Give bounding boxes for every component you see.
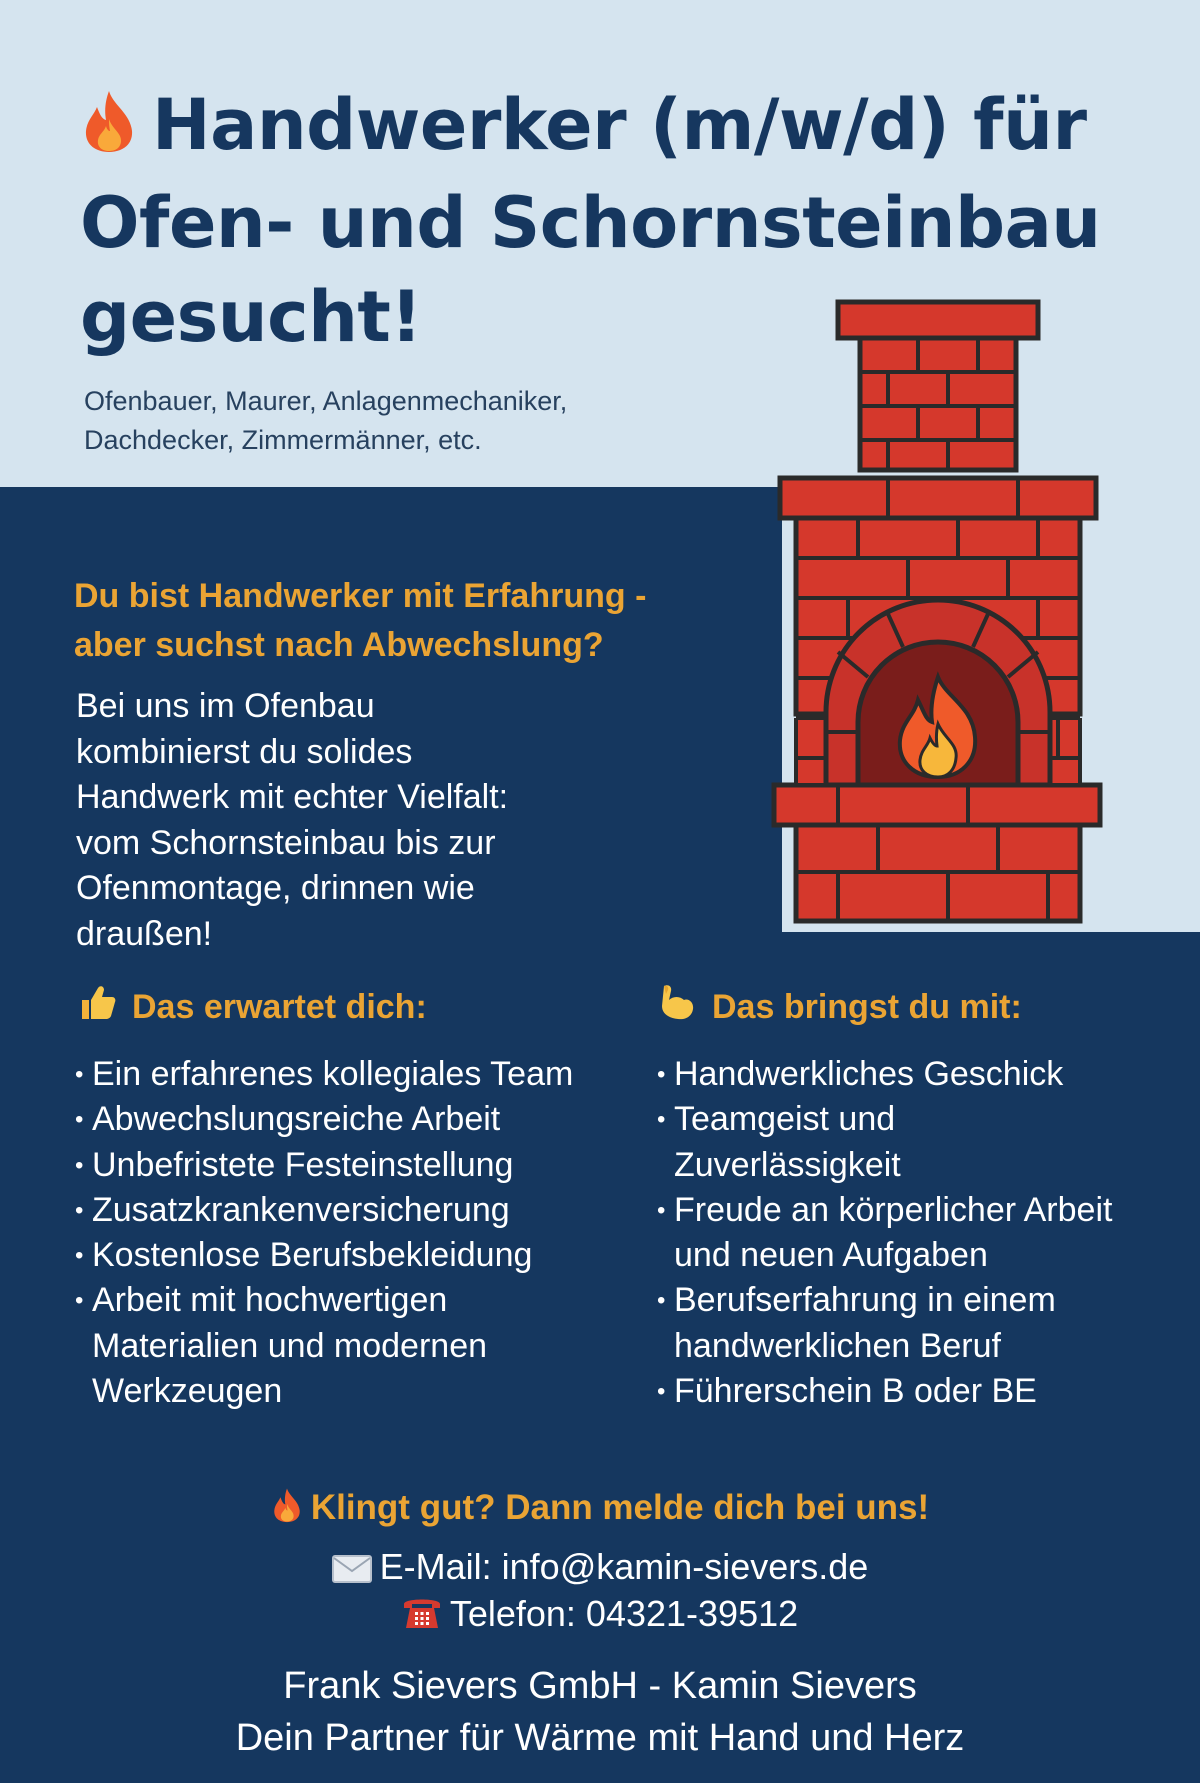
call-to-action xyxy=(0,1486,1200,1534)
trades-subtitle xyxy=(84,382,684,460)
list-item: • Zusatzkrankenversicherung xyxy=(80,1188,640,1233)
list-item: • Handwerkliches Geschick xyxy=(662,1052,1152,1097)
list-item: • Berufserfahrung in einem handwerklichen Beruf xyxy=(662,1278,1144,1369)
phone-line xyxy=(0,1591,1200,1641)
intro-text xyxy=(76,684,616,957)
flexed-biceps-icon xyxy=(658,982,698,1031)
fireplace-chimney-illustration xyxy=(768,292,1108,932)
offer-heading-text: Das erwartet dich: xyxy=(132,987,427,1026)
list-item: • Arbeit mit hochwertigen Materialien und modernen Werkzeugen xyxy=(80,1278,542,1414)
list-item: • Teamgeist und Zuverlässigkeit xyxy=(662,1097,974,1188)
telephone-icon xyxy=(402,1594,442,1641)
list-item: • Kostenlose Berufsbekleidung xyxy=(80,1233,640,1278)
email-text[interactable]: E-Mail: info@kamin-sievers.de xyxy=(379,1546,869,1587)
intro-line: Handwerk mit echter Vielfalt: xyxy=(76,778,509,816)
phone-text[interactable]: Telefon: 04321-39512 xyxy=(449,1593,799,1634)
cta-text: Klingt gut? Dann melde dich bei uns! xyxy=(310,1488,930,1527)
offer-list xyxy=(80,1052,640,1414)
offer-heading xyxy=(78,982,427,1031)
list-item: • Führerschein B oder BE xyxy=(662,1369,1152,1414)
envelope-icon xyxy=(332,1548,372,1594)
intro-line: Ofenmontage, drinnen wie xyxy=(76,869,475,907)
requirements-list xyxy=(662,1052,1152,1414)
question-line: Du bist Handwerker mit Erfahrung - xyxy=(74,577,647,615)
subtitle-line: Dachdecker, Zimmermänner, etc. xyxy=(84,425,482,455)
intro-line: draußen! xyxy=(76,914,213,953)
list-item: • Unbefristete Festeinstellung xyxy=(80,1143,640,1188)
subtitle-line: Ofenbauer, Maurer, Anlagenmechaniker, xyxy=(84,386,568,416)
company-slogan: Dein Partner für Wärme mit Hand und Herz xyxy=(235,1717,965,1759)
list-item: • Abwechslungsreiche Arbeit xyxy=(80,1097,640,1142)
question-heading xyxy=(74,572,774,670)
intro-line: Bei uns im Ofenbau xyxy=(76,687,375,725)
page-title-text: Handwerker (m/w/d) für Ofen- und Schornsteinbau gesucht! xyxy=(80,84,1101,358)
intro-line: vom Schornsteinbau bis zur xyxy=(76,823,496,862)
fire-icon xyxy=(271,1487,303,1534)
requirements-heading-text: Das bringst du mit: xyxy=(712,987,1022,1026)
list-item: • Freude an körperlicher Arbeit und neuen Aufgaben xyxy=(662,1188,1152,1279)
intro-line: kombinierst du solides xyxy=(76,732,413,771)
email-line xyxy=(0,1544,1200,1594)
company-name: Frank Sievers GmbH - Kamin Sievers xyxy=(283,1665,917,1707)
list-item: • Ein erfahrenes kollegiales Team xyxy=(80,1052,640,1097)
question-line: aber suchst nach Abwechslung? xyxy=(74,626,604,664)
fire-icon xyxy=(80,82,138,176)
requirements-heading xyxy=(658,982,1022,1031)
thumbs-up-icon xyxy=(78,982,118,1031)
